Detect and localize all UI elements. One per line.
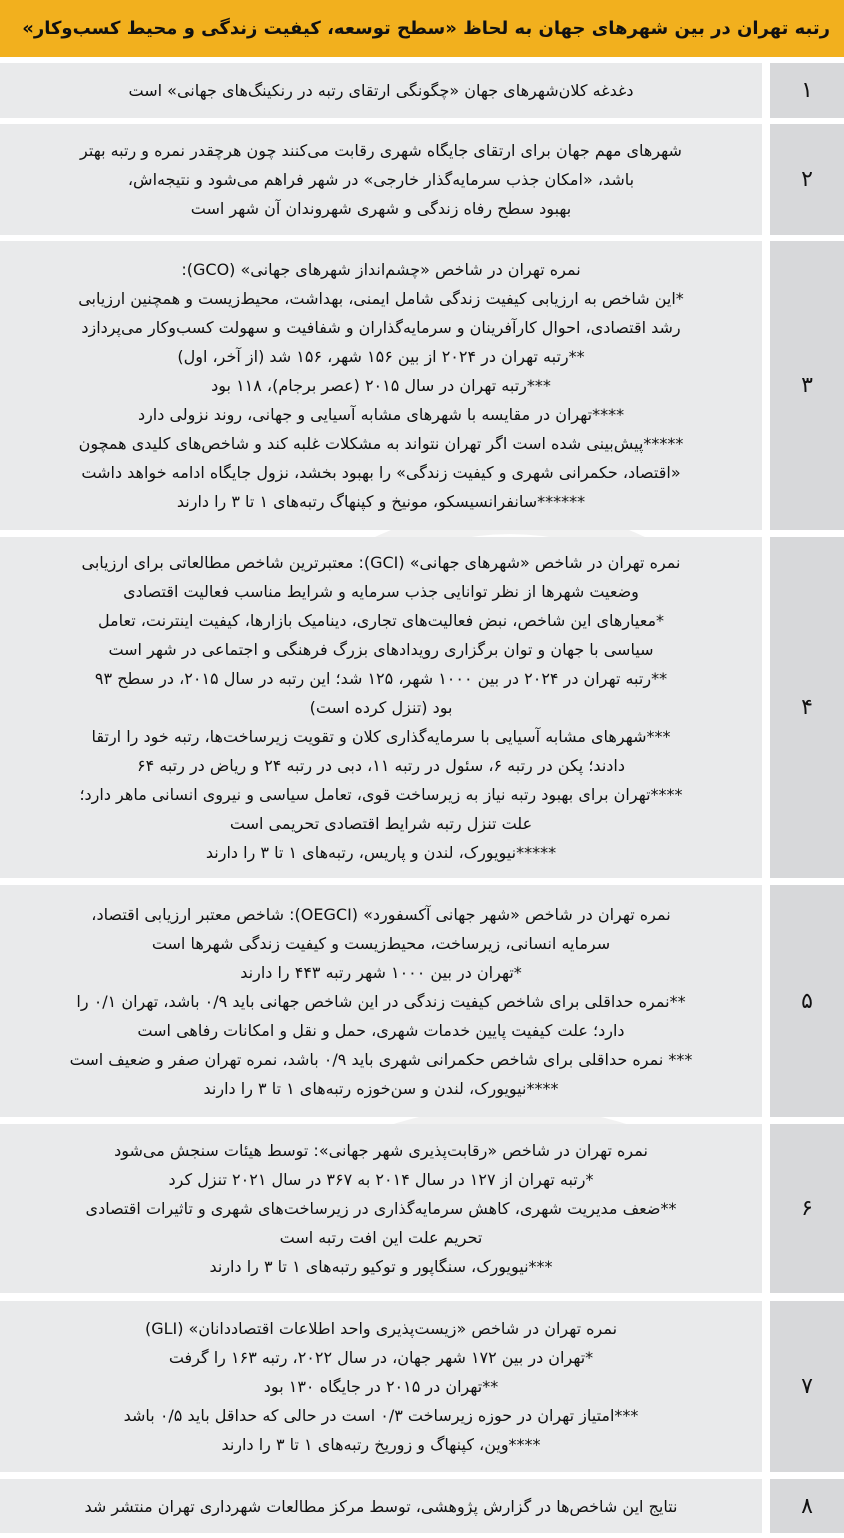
row-line: بود (تنزل کرده است) [309,698,453,717]
row-number-cell [770,537,844,878]
row-text-cell [0,885,762,1117]
row-number-cell [770,241,844,530]
table-row [0,63,844,118]
row-line: نتایج این شاخص‌ها در گزارش پژوهشی، توسط مرکز مطالعات شهرداری تهران منتشر شد [84,1496,678,1516]
row-number: ۸ [801,1493,813,1519]
row-number: ۷ [801,1374,813,1399]
row-line: *****پیش‌بینی شده است اگر تهران نتواند به مشکلات غلبه کند و شاخص‌های کلیدی همچون [78,434,684,453]
row-number-cell [770,63,844,118]
row-line: ****نیویورک، لندن و سن‌خوزه رتبه‌های ۱ تا ۳ را دارند [203,1078,559,1098]
row-line: سیاسی با جهان و توان برگزاری رویدادهای بزرگ فرهنگی و اجتماعی در شهر است [108,640,654,659]
table-row [0,241,844,530]
table-row [0,1479,844,1533]
row-line: دادند؛ پکن در رتبه ۶، سئول در رتبه ۱۱، دبی در رتبه ۲۴ و ریاض در رتبه ۶۴ [137,756,625,775]
table-row [0,537,844,878]
row-number: ۶ [801,1196,813,1221]
row-number-cell [770,1124,844,1293]
row-line: وضعیت شهرها از نظر توانایی جذب سرمایه و شرایط مناسب فعالیت اقتصادی [123,582,639,601]
row-line: *** نمره حداقلی برای شاخص حکمرانی شهری باید ۰/۹ باشد، نمره تهران صفر و ضعیف است [69,1049,693,1069]
row-line: **ضعف مدیریت شهری، کاهش سرمایه‌گذاری در زیرساخت‌های شهری و تاثیرات اقتصادی [85,1199,677,1218]
title-bar [0,0,844,57]
row-text-cell [0,1301,762,1472]
row-line: *تهران در بین ۱۰۰۰ شهر رتبه ۴۴۳ را دارند [240,962,522,982]
row-line: دارد؛ علت کیفیت پایین خدمات شهری، حمل و نقل و امکانات رفاهی است [137,1020,625,1040]
row-line: علت تنزل رتبه شرایط اقتصادی تحریمی است [229,814,533,833]
row-line: **تهران در ۲۰۱۵ در جایگاه ۱۳۰ بود [263,1377,499,1396]
row-number-cell [770,1301,844,1472]
row-line: باشد، «امکان جذب سرمایه‌گذار خارجی» در شهر فراهم می‌شود و نتیجه‌اش، [127,170,635,189]
row-number-cell [770,124,844,235]
row-line: *معیارهای این شاخص، نبض فعالیت‌های تجاری، دینامیک بازارها، کیفیت اینترنت، تعامل [97,611,665,630]
row-line: **نمره حداقلی برای شاخص کیفیت زندگی در این شاخص جهانی باید ۰/۹ باشد، تهران ۰/۱ را [76,991,686,1011]
row-text-cell [0,1124,762,1293]
row-text-cell [0,1479,762,1533]
row-line: *تهران در بین ۱۷۲ شهر جهان، در سال ۲۰۲۲، رتبه ۱۶۳ را گرفت [168,1348,594,1367]
row-line: **رتبه تهران در ۲۰۲۴ از بین ۱۵۶ شهر، ۱۵۶ شد (از آخر، اول) [177,347,585,366]
row-line: نمره تهران در شاخص «زیست‌پذیری واحد اطلاعات اقتصاددانان» (GLI) [144,1319,618,1338]
row-line: دغدغه کلان‌شهرهای جهان «چگونگی ارتقای رتبه در رنکینگ‌های جهانی» است [128,81,634,100]
row-line: *رتبه تهران از ۱۲۷ در سال ۲۰۱۴ به ۳۶۷ در سال ۲۰۲۱ تنزل کرد [168,1170,594,1189]
row-line: *این شاخص به ارزیابی کیفیت زندگی شامل ایمنی، بهداشت، محیط‌زیست و همچنین ارزیابی [78,289,684,308]
table-row [0,1124,844,1293]
row-number-cell [770,885,844,1117]
table-row [0,885,844,1117]
row-line: ***رتبه تهران در سال ۲۰۱۵ (عصر برجام)، ۱۱۸ بود [211,376,551,395]
row-number: ۲ [801,167,813,192]
row-line: **رتبه تهران در ۲۰۲۴ در بین ۱۰۰۰ شهر، ۱۲۵ شد؛ این رتبه در سال ۲۰۱۵، در سطح ۹۳ [94,669,668,688]
row-line: ***شهرهای مشابه آسیایی با سرمایه‌گذاری کلان و تقویت زیرساخت‌ها، رتبه خود را ارتقا [91,727,671,746]
row-line: ****وین، کپنهاگ و زوریخ رتبه‌های ۱ تا ۳ را دارند [221,1435,541,1454]
row-line: نمره تهران در شاخص «شهر جهانی آکسفورد» (OEGCI): شاخص معتبر ارزیابی اقتصاد، [91,904,671,924]
row-text-cell [0,537,762,878]
row-line: «اقتصاد، حکمرانی شهری و کیفیت زندگی» را بهبود بخشد، نزول جایگاه ادامه خواهد داشت [81,463,681,482]
row-text-cell [0,63,762,118]
row-line: *****نیویورک، لندن و پاریس، رتبه‌های ۱ تا ۳ را دارند [205,843,557,862]
row-line: ****تهران برای بهبود رتبه نیاز به زیرساخت قوی، تعامل سیاسی و نیروی انسانی ماهر دارد؛ [79,785,683,804]
row-line: نمره تهران در شاخص «شهرهای جهانی» (GCI): معتبرترین شاخص مطالعاتی برای ارزیابی [81,553,681,572]
row-line: ***امتیاز تهران در حوزه زیرساخت ۰/۳ است در حالی که حداقل باید ۰/۵ باشد [123,1406,639,1425]
row-number: ۱ [801,78,813,103]
row-number: ۴ [801,695,813,720]
row-line: رشد اقتصادی، احوال کارآفرینان و سرمایه‌گذاران و شفافیت و سهولت کسب‌وکار می‌پردازد [81,318,681,337]
row-line: تحریم علت این افت رتبه است [279,1228,483,1247]
page-title: رتبه تهران در بین شهرهای جهان به لحاظ «سطح توسعه، کیفیت زندگی و محیط کسب‌وکار» [22,18,830,39]
row-number: ۵ [801,988,813,1014]
row-line: نمره تهران در شاخص «رقابت‌پذیری شهر جهانی»: توسط هیئات سنجش می‌شود [114,1141,648,1160]
row-text-cell [0,241,762,530]
row-number: ۳ [801,373,813,398]
row-text-cell [0,124,762,235]
row-line: ******سانفرانسیسکو، مونیخ و کپنهاگ رتبه‌های ۱ تا ۳ را دارند [176,492,586,511]
row-line: نمره تهران در شاخص «چشم‌انداز شهرهای جهانی» (GCO): [181,260,581,279]
row-line: سرمایه انسانی، زیرساخت، محیط‌زیست و کیفیت زندگی شهرها است [151,933,611,953]
row-line: ****تهران در مقایسه با شهرهای مشابه آسیایی و جهانی، روند نزولی دارد [137,405,625,424]
table-row [0,1301,844,1472]
row-line: ***نیویورک، سنگاپور و توکیو رتبه‌های ۱ تا ۳ را دارند [209,1257,553,1276]
row-line: بهبود سطح رفاه زندگی و شهری شهروندان آن شهر است [190,199,572,218]
row-number-cell [770,1479,844,1533]
table-row [0,124,844,235]
row-line: شهرهای مهم جهان برای ارتقای جایگاه شهری رقابت می‌کنند چون هرچقدر نمره و رتبه بهتر [80,141,682,160]
